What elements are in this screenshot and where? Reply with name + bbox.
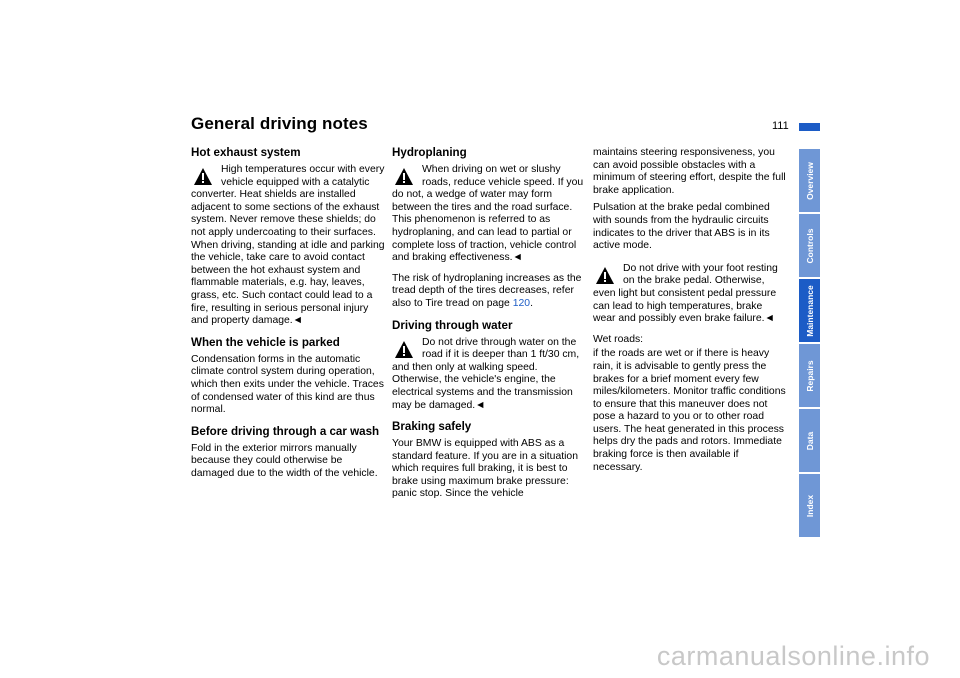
paragraph-text: . (530, 297, 533, 309)
warning-text: High temperatures occur with every vehicle equipped with a catalytic converter. Heat shields are installed adjacent to some sections of the exhaust system. Never remove these shields; do not apply undercoating to their surfaces. When driving, standing at idle and parking the vehicle, take care to avoid contact between the hot exhaust system and flammable materials, e.g. hay, leaves, grass, etc. Such contact could lead to a fire, resulting in serious personal injury and property damage.◄ (191, 164, 385, 327)
warning-block (593, 263, 787, 326)
paragraph: Your BMW is equipped with ABS as a standard feature. If you are in a situation which requires full braking, it is best to brake using maximum brake pressure: panic stop. Since the vehicle (392, 438, 578, 500)
tab-label: Controls (804, 228, 815, 263)
tab-controls[interactable] (799, 214, 820, 277)
tab-label: Maintenance (804, 284, 815, 337)
tab-label: Repairs (804, 359, 815, 392)
tab-index[interactable] (799, 474, 820, 537)
warning-triangle-icon (394, 340, 414, 360)
tab-overview[interactable] (799, 149, 820, 212)
page-link[interactable]: 120 (512, 297, 531, 309)
section-heading-hydroplaning: Hydroplaning (392, 146, 467, 159)
section-heading-braking: Braking safely (392, 420, 472, 434)
section-heading-water: Driving through water (392, 318, 513, 332)
paragraph: maintains steering responsiveness, you can avoid possible obstacles with a minimum of steering effort, despite the full brake application. (593, 147, 786, 196)
watermark: carmanualsonline.info (656, 641, 930, 671)
paragraph: Fold in the exterior mirrors manually because they could otherwise be damaged due to the width of the vehicle. (191, 442, 378, 479)
section-heading-hot-exhaust: Hot exhaust system (191, 146, 301, 159)
warning-block (392, 164, 586, 265)
tab-repairs[interactable] (799, 344, 820, 407)
warning-triangle-icon (193, 167, 213, 187)
warning-text: Do not drive with your foot resting on the brake pedal. Otherwise, even light but consistent pedal pressure can lead to high temperatures, brake wear and possibly even brake failure.◄ (593, 262, 778, 325)
section-heading-parked: When the vehicle is parked (191, 335, 340, 349)
page-number: 111 (772, 120, 789, 132)
column-1 (191, 146, 385, 485)
tab-label: Data (804, 431, 815, 450)
tab-label: Overview (804, 161, 815, 200)
column-3 (593, 147, 787, 479)
warning-triangle-icon (595, 266, 615, 286)
paragraph: if the roads are wet or if there is heavy rain, it is advisable to gently press the brakes for a brief moment every few miles/kilometers. Monitor traffic conditions to ensure that this maneuver does not pose a hazard to you or to other road users. The heat generated in this process helps dry the pads and rotors. Immediate braking force is then available if necessary. (593, 348, 786, 473)
paragraph (392, 273, 586, 311)
paragraph: Pulsation at the brake pedal combined with sounds from the hydraulic circuits indicates to the driver that ABS is in its active mode. (593, 202, 770, 252)
page-marker (799, 123, 820, 131)
section-heading-car-wash: Before driving through a car wash (191, 424, 380, 438)
paragraph: Condensation forms in the automatic climate control system during operation, which then exits under the vehicle. Traces of condensed water of this kind are thus normal. (191, 353, 384, 416)
tab-data[interactable] (799, 409, 820, 472)
side-tabs (799, 149, 820, 539)
warning-block (392, 337, 586, 413)
warning-triangle-icon (394, 167, 414, 187)
tab-maintenance[interactable] (799, 279, 820, 342)
wet-roads-label: Wet roads: (593, 333, 644, 345)
warning-text: Do not drive through water on the road if it is deeper than 1 ft/30 cm, and then only at walking speed. Otherwise, the vehicle's engine, the electrical systems and the transmission may be damaged.◄ (392, 336, 580, 411)
warning-text: When driving on wet or slushy roads, reduce vehicle speed. If you do not, a wedge of water may form between the tires and the road surface. This phenomenon is referred to as hydroplaning, and can lead to partial or complete loss of traction, vehicle control and braking effectiveness.◄ (392, 164, 584, 264)
paragraph-text: The risk of hydroplaning increases as the tread depth of the tires decreases, refer also to Tire tread on page (392, 272, 582, 309)
tab-label: Index (804, 494, 815, 517)
page-title: General driving notes (191, 114, 368, 133)
warning-block (191, 164, 385, 328)
column-2 (392, 146, 586, 506)
